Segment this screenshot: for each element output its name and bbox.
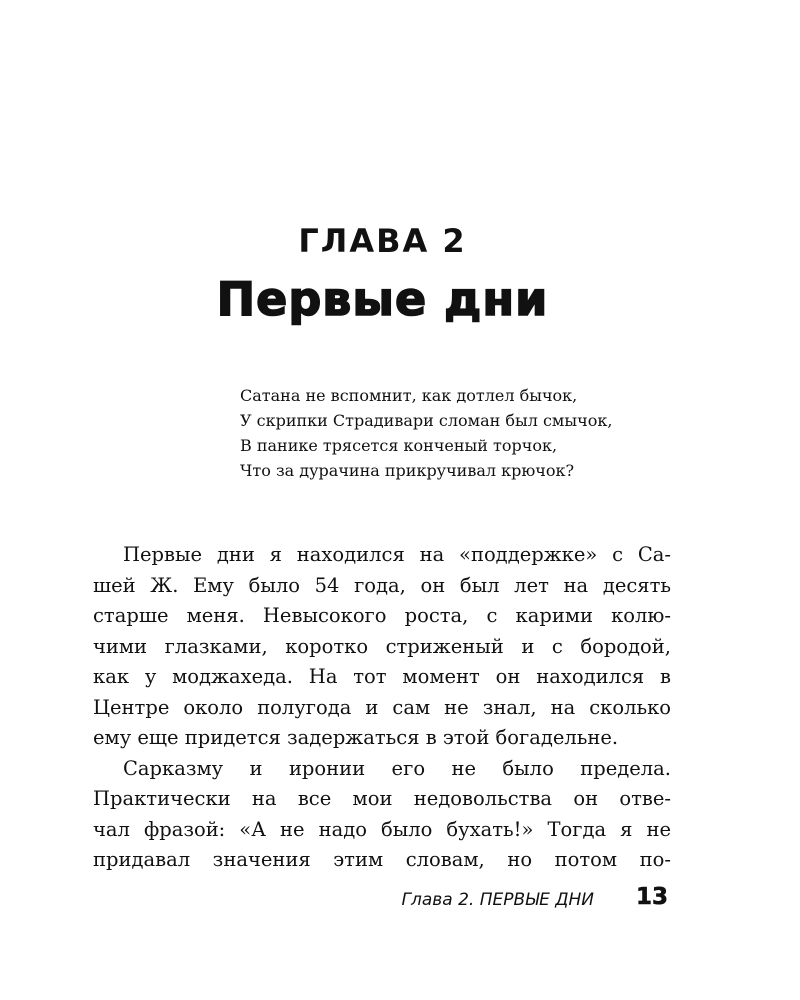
body-line: ему еще придется задержаться в этой богадельне. — [93, 726, 619, 749]
body-line: чими глазками, коротко стриженый и с бородой, — [93, 634, 671, 658]
body-line: шей Ж. Ему было 54 года, он был лет на десять — [93, 573, 671, 597]
epigraph-line: Сатана не вспомнит, как дотлел бычок, — [240, 386, 578, 405]
body-line: старше меня. Невысокого роста, с карими колю- — [93, 604, 671, 627]
body-line: придавал значения этим словам, но потом по- — [93, 848, 671, 871]
body-line: как у моджахеда. На тот момент он находился в — [93, 665, 671, 688]
body-line: Центре около полугода и сам не знал, на сколько — [93, 695, 671, 719]
epigraph-line: Что за дурачина прикручивал крючок? — [240, 461, 575, 480]
body-line: Практически на все мои недовольства он отве- — [93, 787, 671, 810]
running-footer: Глава 2. ПЕРВЫЕ ДНИ — [401, 890, 594, 910]
body-line: чал фразой: «А не надо было бухать!» Тогда я не — [93, 817, 671, 841]
body-line: Первые дни я находился на «поддержке» с Са- — [123, 543, 671, 566]
epigraph — [240, 383, 700, 483]
body-text — [93, 540, 671, 876]
chapter-title: Первые дни — [216, 272, 549, 326]
page-number: 13 — [636, 884, 669, 910]
epigraph-line: У скрипки Страдивари сломан был смычок, — [240, 411, 613, 430]
epigraph-line: В панике трясется конченый торчок, — [240, 436, 558, 455]
chapter-number: ГЛАВА 2 — [298, 222, 467, 260]
body-line: Сарказму и иронии его не было предела. — [123, 756, 671, 780]
